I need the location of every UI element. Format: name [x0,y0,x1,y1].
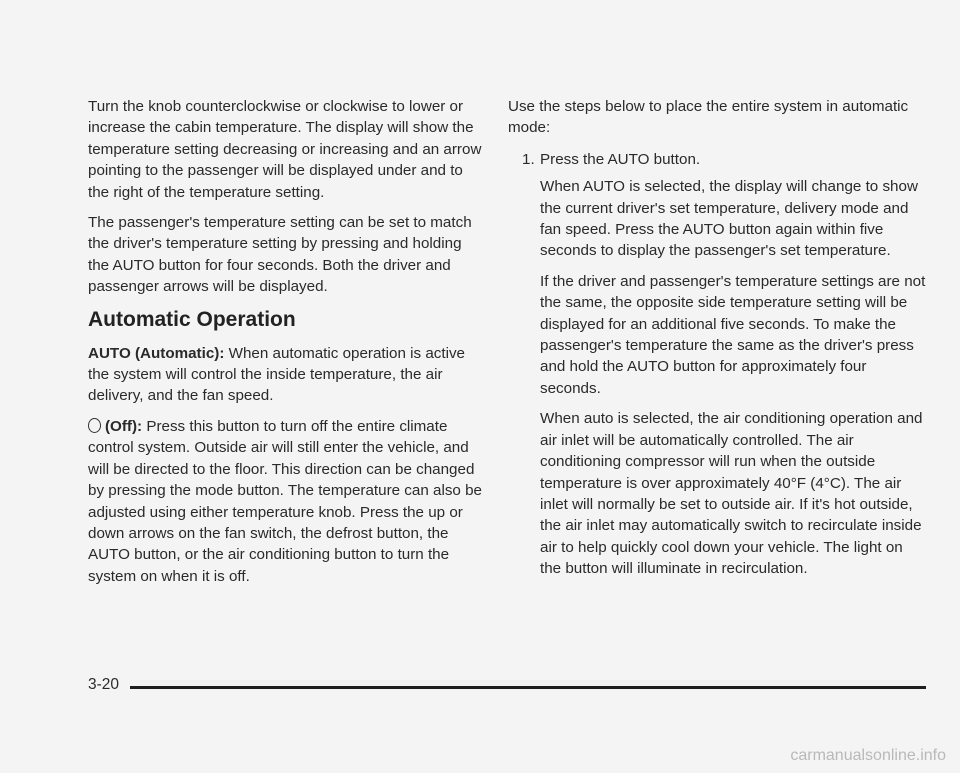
watermark: carmanualsonline.info [790,747,946,764]
paragraph-auto [88,343,483,407]
paragraph-knob: Turn the knob counterclockwise or clockwise to lower or increase the cabin temperature. The display will show the temperature setting decreasing or increasing and an arrow pointing to the passenger will be displayed under and to the right of the temperature setting. [88,98,482,201]
paragraph-settings-differ: If the driver and passenger's temperature settings are not the same, the opposite side temperature setting will be displayed for an additional five seconds. To make the passenger's temperature the same as the driver's press and hold the AUTO button for approximately four seconds. [540,272,926,397]
paragraph-auto-selected: When AUTO is selected, the display will change to show the current driver's set temperature, delivery mode and fan speed. Press the AUTO button again within five seconds to display the passenger's set temperature. [540,178,918,260]
section-heading: Automatic Operation [88,307,296,331]
off-description: Press this button to turn off the entire climate control system. Outside air will still enter the vehicle, and will be directed to the floor. This direction can be changed by pressing the mode button. The temperature can also be adjusted using either temperature knob. Press the up or down arrows on the fan switch, the defrost button, the AUTO button, or the air conditioning button to turn the system on when it is off. [88,417,482,585]
right-column [508,96,928,589]
off-term: (Off): [105,417,143,435]
paragraph-intro: Use the steps below to place the entire system in automatic mode: [508,98,909,137]
step-text: Press the AUTO button. [540,150,701,168]
step-item [522,149,928,170]
auto-term: AUTO (Automatic): [88,344,225,362]
paragraph-passenger-match: The passenger's temperature setting can be set to match the driver's temperature setting by pressing and holding the AUTO button for four seconds. Both the driver and passenger arrows will be displayed. [88,214,472,296]
step-number: 1. [522,150,535,168]
left-column [88,96,483,596]
power-off-icon [88,418,101,433]
paragraph-off [88,416,483,587]
paragraph-ac-operation: When auto is selected, the air conditioning operation and air inlet will be automatically controlled. The air conditioning compressor will run when the outside temperature is over approximately 40°F (4°C). The air inlet will normally be set to outside air. If it's hot outside, the air inlet may automatically switch to recirculate inside air to help quickly cool down your vehicle. The light on the button will illuminate in recirculation. [540,410,923,578]
page-number: 3-20 [88,676,120,693]
footer-divider [130,686,926,689]
auto-description: When automatic operation is active the system will control the inside temperature, the air delivery, and the fan speed. [88,344,465,405]
